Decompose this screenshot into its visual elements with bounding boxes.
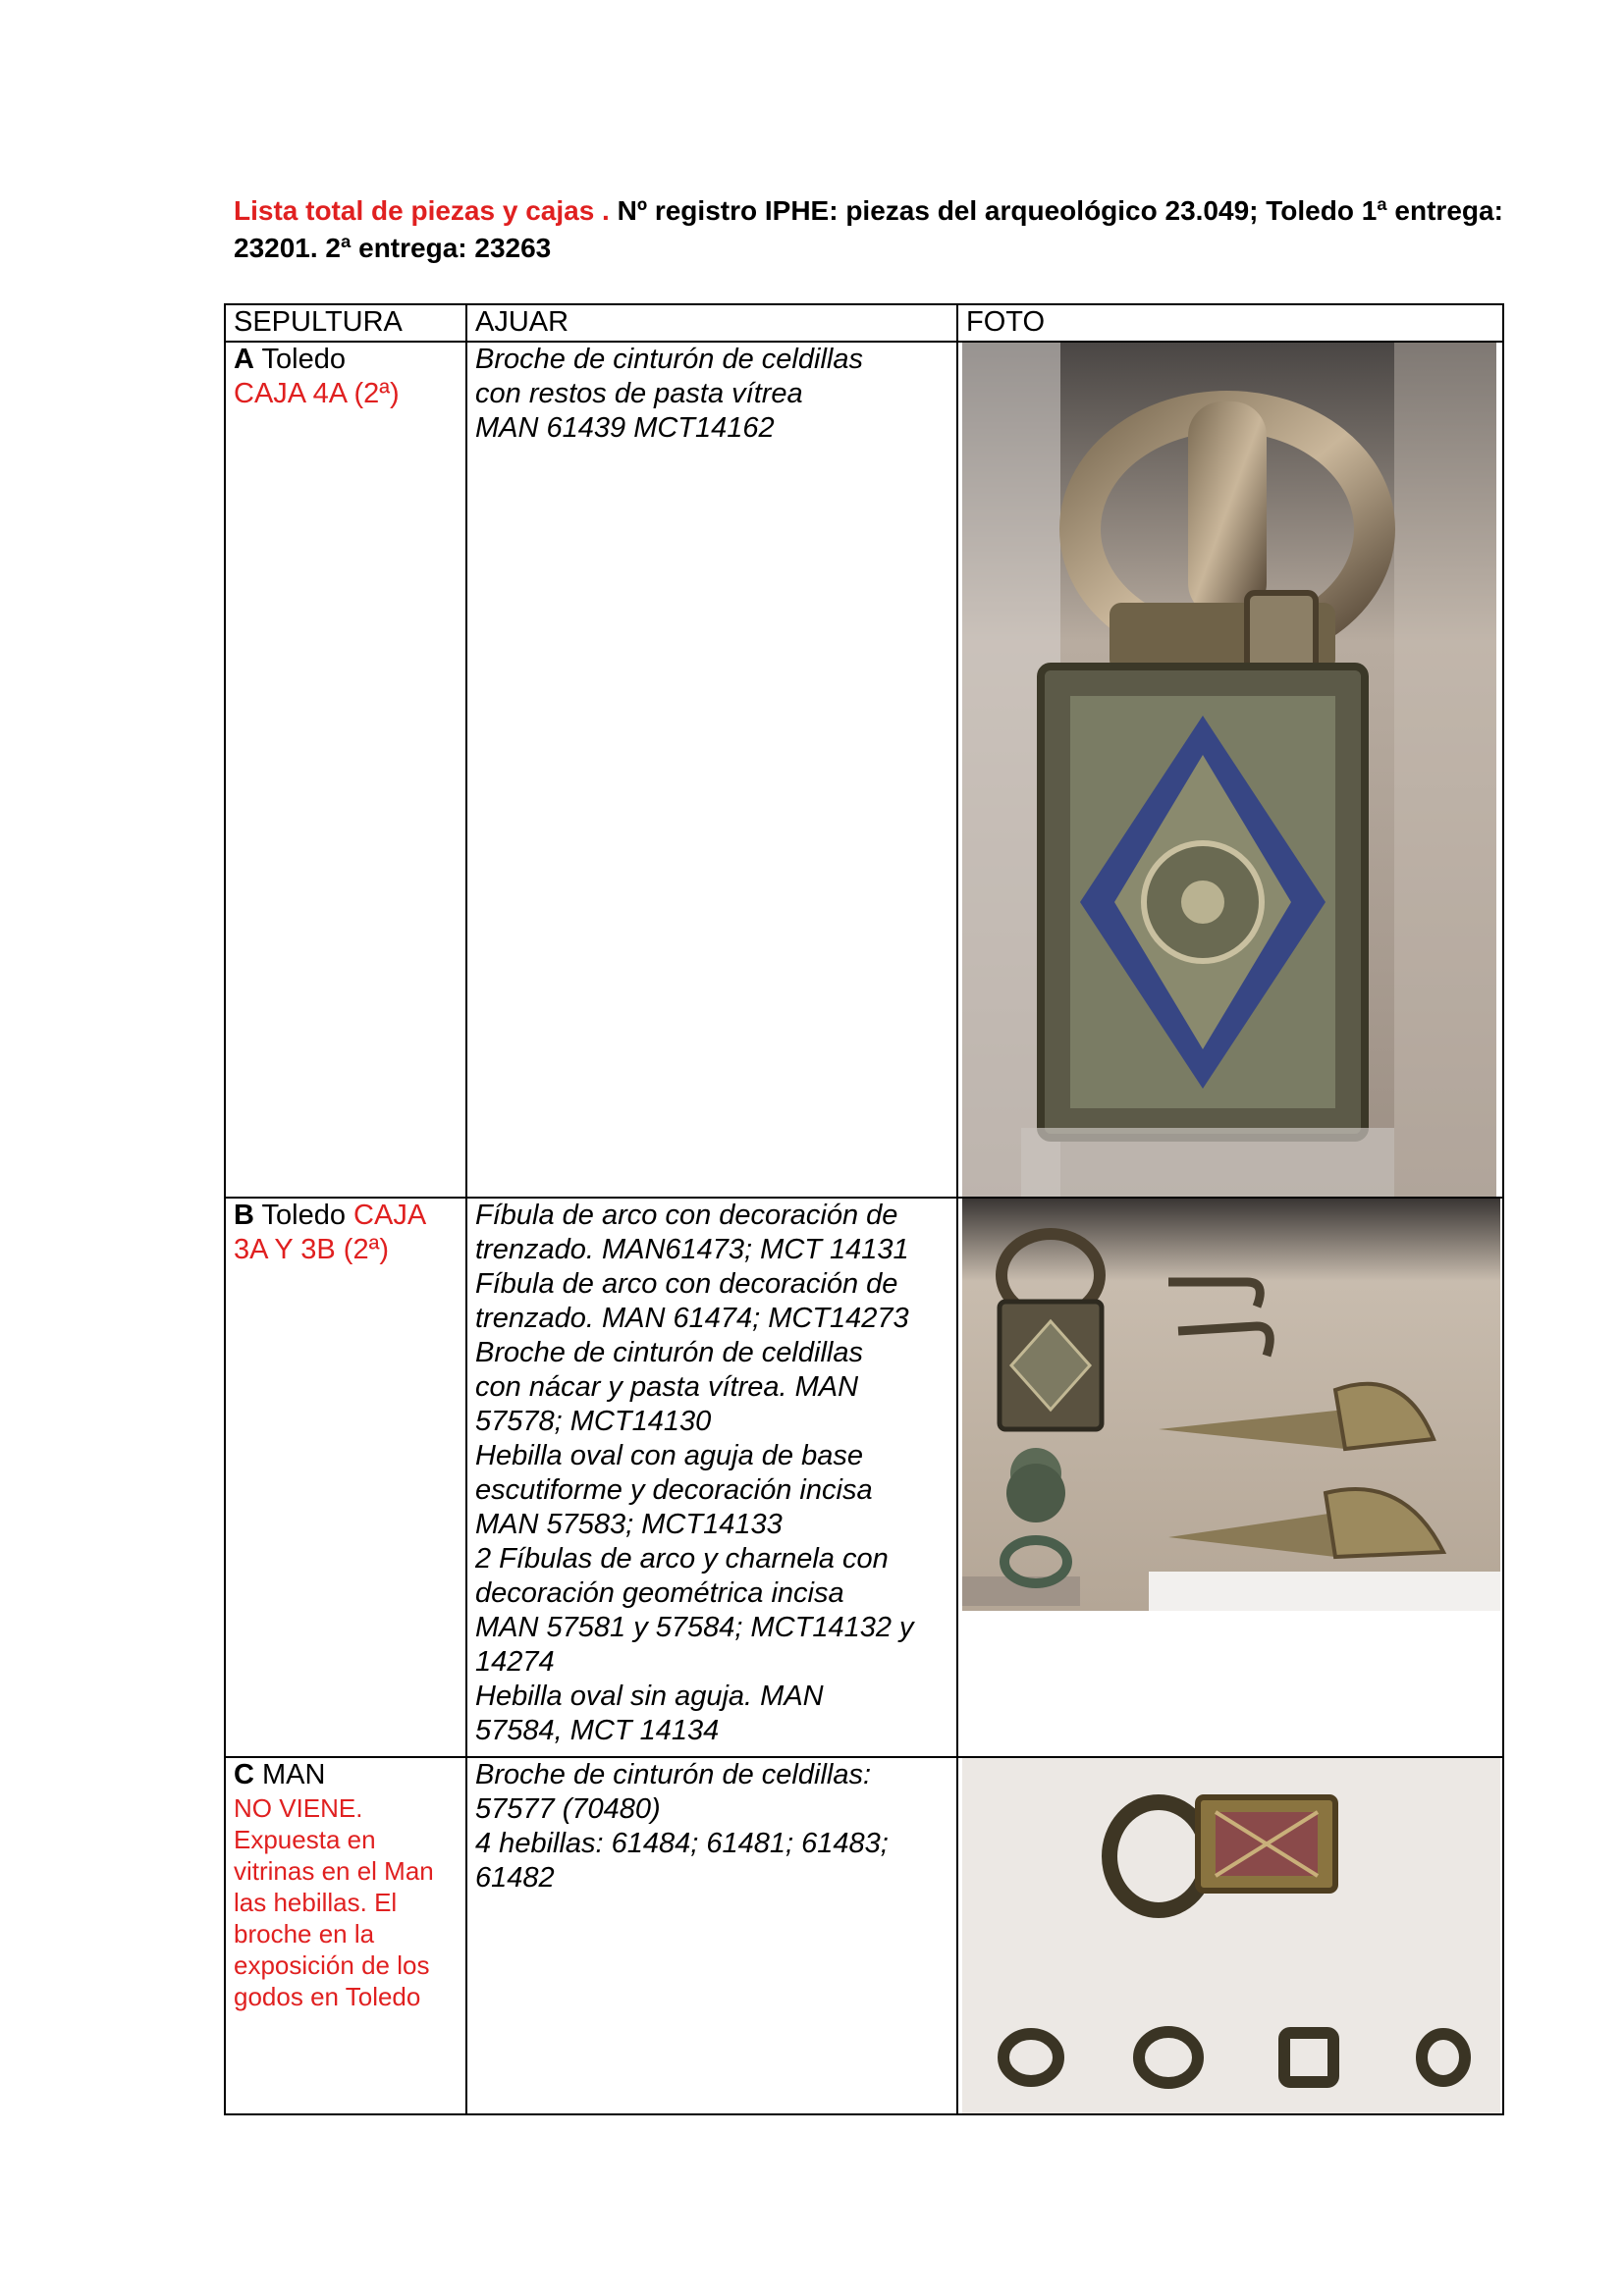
buckles-photo [962,1758,1500,2113]
ajuar-line: MAN 57583; MCT14133 [475,1509,783,1540]
fibulae-photo [962,1199,1500,1611]
ajuar-line: Broche de cinturón de celdillas: [475,1759,872,1790]
table-header-row [225,304,1503,342]
ajuar-line: MAN 57581 y 57584; MCT14132 y [475,1612,914,1643]
ajuar-line: Hebilla oval con aguja de base [475,1440,863,1471]
ajuar-line: decoración geométrica incisa [475,1577,844,1609]
ajuar-line: trenzado. MAN61473; MCT 14131 [475,1234,909,1265]
sepultura-letter: A [234,344,254,375]
photo-cell-a [957,342,1503,1198]
sepultura-place: Toledo [261,1200,346,1231]
table-row-c [225,1757,1503,2114]
box-label: 3A Y 3B (2ª) [234,1234,389,1265]
ajuar-line: Fíbula de arco con decoración de [475,1268,898,1300]
ajuar-line: 14274 [475,1646,555,1678]
ajuar-line: Broche de cinturón de celdillas [475,1337,863,1368]
note-line: NO VIENE. [234,1793,363,1823]
sepultura-place: MAN [262,1759,326,1790]
note-line: exposición de los [234,1950,430,1980]
sepultura-letter: C [234,1759,254,1790]
ajuar-cell-c [466,1757,957,2114]
header-foto: FOTO [957,304,1503,342]
note-line: las hebillas. El [234,1888,398,1917]
photo-cell-c [957,1757,1503,2114]
ajuar-line: 61482 [475,1862,555,1894]
sepultura-letter: B [234,1200,254,1231]
ajuar-line: con nácar y pasta vítrea. MAN [475,1371,859,1403]
box-label: CAJA [353,1200,427,1231]
photo-cell-b [957,1198,1503,1757]
note-line: godos en Toledo [234,1982,421,2011]
table-row-a [225,342,1503,1198]
ajuar-line: Hebilla oval sin aguja. MAN [475,1681,824,1712]
ajuar-line: Broche de cinturón de celdillas [475,344,863,375]
ajuar-cell-b [466,1198,957,1757]
ajuar-line: con restos de pasta vítrea [475,378,803,409]
title-registry-part: Nº registro IPHE: piezas del arqueológico 23.049; Toledo 1ª entrega: 23201. 2ª entrega: 23263 [234,195,1503,263]
note-line: Expuesta en [234,1825,376,1854]
header-sepultura: SEPULTURA [225,304,466,342]
sepultura-cell-b [225,1198,466,1757]
header-ajuar: AJUAR [466,304,957,342]
ajuar-line: escutiforme y decoración incisa [475,1474,873,1506]
ajuar-line: 4 hebillas: 61484; 61481; 61483; [475,1828,889,1859]
note-line: vitrinas en el Man [234,1856,434,1886]
belt-buckle-photo [962,343,1496,1197]
note-text [234,1792,458,2012]
table-row-b [225,1198,1503,1757]
ajuar-line: trenzado. MAN 61474; MCT14273 [475,1303,909,1334]
sepultura-cell-c [225,1757,466,2114]
ajuar-line: 2 Fíbulas de arco y charnela con [475,1543,889,1575]
ajuar-line: Fíbula de arco con decoración de [475,1200,898,1231]
note-line: broche en la [234,1919,375,1949]
inventory-table [224,303,1504,2115]
title-red-part: Lista total de piezas y cajas . [234,195,610,226]
sepultura-cell-a [225,342,466,1198]
ajuar-line: 57584, MCT 14134 [475,1715,720,1746]
page-title [234,192,1510,267]
sepultura-place: Toledo [261,344,346,375]
ajuar-cell-a [466,342,957,1198]
ajuar-line: MAN 61439 MCT14162 [475,412,775,444]
ajuar-line: 57577 (70480) [475,1793,661,1825]
ajuar-line: 57578; MCT14130 [475,1406,712,1437]
box-label: CAJA 4A (2ª) [234,378,400,409]
